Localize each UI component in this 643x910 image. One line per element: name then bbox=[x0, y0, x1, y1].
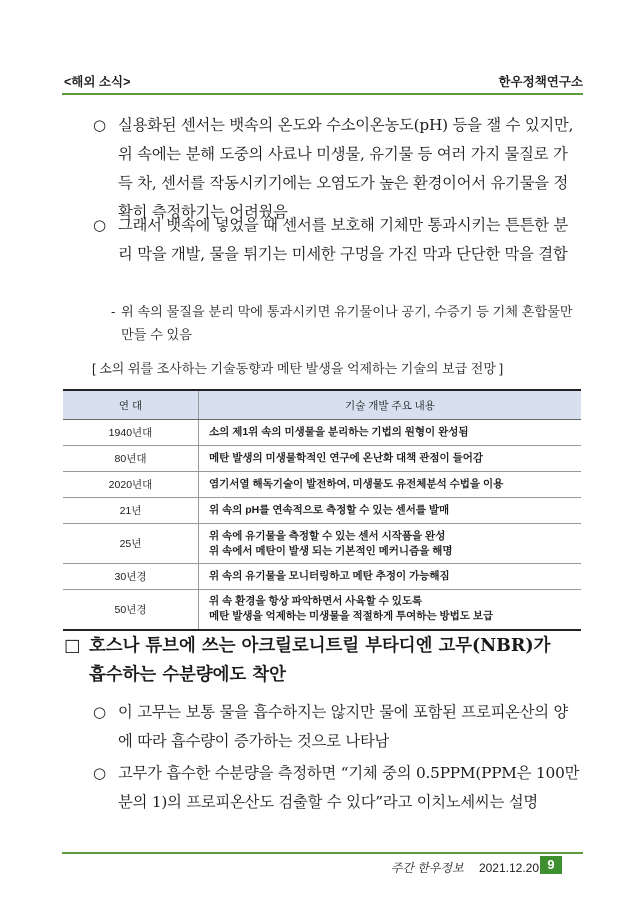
bullet-circle: ○ bbox=[93, 216, 106, 234]
table-row bbox=[63, 564, 581, 590]
heading-line-1: 호스나 튜브에 쓰는 아크릴로니트릴 부타디엔 고무(NBR)가 bbox=[89, 636, 551, 656]
issue-date: 2021.12.20 bbox=[478, 861, 539, 875]
bullet-circle: ○ bbox=[93, 116, 106, 134]
section-label: <해외 소식> bbox=[64, 75, 131, 89]
table-row bbox=[63, 590, 581, 630]
description-cell: 위 속 환경을 항상 파악하면서 사육할 수 있도록 메탄 발생을 억제하는 미생물을 적절하게 투여하는 방법도 보급 bbox=[199, 590, 582, 630]
footer-rule bbox=[62, 852, 583, 854]
paragraph-text: 그래서 뱃속에 넣었을 때 센서를 보호해 기체만 통과시키는 튼튼한 분리 막을 개발, 물을 튀기는 미세한 구멍을 가진 막과 단단한 막을 결합 bbox=[118, 216, 569, 263]
year-cell: 2020년대 bbox=[63, 472, 199, 498]
paragraph-measurement bbox=[93, 759, 580, 817]
description-cell: 위 속의 유기물을 모니터링하고 메탄 추정이 가능해짐 bbox=[199, 564, 582, 590]
table-row bbox=[63, 472, 581, 498]
paragraph-rubber-absorption bbox=[93, 698, 580, 756]
bullet-circle: ○ bbox=[93, 764, 106, 782]
year-cell: 21년 bbox=[63, 498, 199, 524]
bullet-circle: ○ bbox=[93, 703, 106, 721]
page-number: 9 bbox=[540, 856, 562, 874]
year-cell: 25년 bbox=[63, 524, 199, 564]
table-header-row bbox=[63, 390, 581, 420]
table-row bbox=[63, 524, 581, 564]
paragraph-sensor-limits bbox=[93, 111, 580, 227]
technology-trend-table bbox=[63, 389, 581, 631]
heading-line-2: 흡수하는 수분량에도 착안 bbox=[89, 665, 286, 685]
description-cell: 메탄 발생의 미생물학적인 연구에 온난화 대책 관점이 들어감 bbox=[199, 446, 582, 472]
paragraph-text: 실용화된 센서는 뱃속의 온도와 수소이온농도(pH) 등을 잴 수 있지만, 위 속에는 분해 도중의 사료나 미생물, 유기물 등 여러 가지 물질로 가득 차, 센서를 작동시키기에는 오염도가 높은 환경이어서 유기물을 정확히 측정하기는 어려웠음 bbox=[118, 116, 574, 221]
year-cell: 50년경 bbox=[63, 590, 199, 630]
year-cell: 80년대 bbox=[63, 446, 199, 472]
sub-item-text: 위 속의 물질을 분리 막에 통과시키면 유기물이나 공기, 수증기 등 기체 혼합물만 만들 수 있음 bbox=[121, 304, 573, 342]
column-header-era: 연 대 bbox=[63, 390, 199, 420]
table-caption: [ 소의 위를 조사하는 기술동향과 메탄 발생을 억제하는 기술의 보급 전망 ] bbox=[92, 361, 504, 376]
header-rule bbox=[62, 93, 583, 95]
organization-name: 한우정책연구소 bbox=[498, 75, 583, 89]
dash-marker: - bbox=[111, 304, 116, 319]
description-cell: 위 속에 유기물을 측정할 수 있는 센서 시작품을 완성 위 속에서 메탄이 발생 되는 기본적인 메커니즘을 해명 bbox=[199, 524, 582, 564]
table-row bbox=[63, 420, 581, 446]
table-row bbox=[63, 498, 581, 524]
description-cell: 염기서열 해독기술이 발전하여, 미생물도 유전체분석 수법을 이용 bbox=[199, 472, 582, 498]
footer-info bbox=[391, 859, 539, 876]
year-cell: 1940년대 bbox=[63, 420, 199, 446]
description-cell: 소의 제1위 속의 미생물을 분리하는 기법의 원형이 완성됨 bbox=[199, 420, 582, 446]
year-cell: 30년경 bbox=[63, 564, 199, 590]
paragraph-text: 고무가 흡수한 수분량을 측정하면 “기체 중의 0.5PPM(PPM은 100만분의 1)의 프로피온산도 검출할 수 있다”라고 이치노세씨는 설명 bbox=[118, 764, 580, 811]
sub-item bbox=[111, 300, 581, 346]
publication-name: 주간 한우정보 bbox=[390, 861, 464, 875]
paragraph-membrane bbox=[93, 211, 580, 269]
square-bullet-icon: □ bbox=[64, 636, 81, 656]
column-header-content: 기술 개발 주요 내용 bbox=[199, 390, 582, 420]
description-cell: 위 속의 pH를 연속적으로 측정할 수 있는 센서를 발매 bbox=[199, 498, 582, 524]
paragraph-text: 이 고무는 보통 물을 흡수하지는 않지만 물에 포함된 프로피온산의 양에 따라 흡수량이 증가하는 것으로 나타남 bbox=[118, 703, 569, 750]
table-row bbox=[63, 446, 581, 472]
